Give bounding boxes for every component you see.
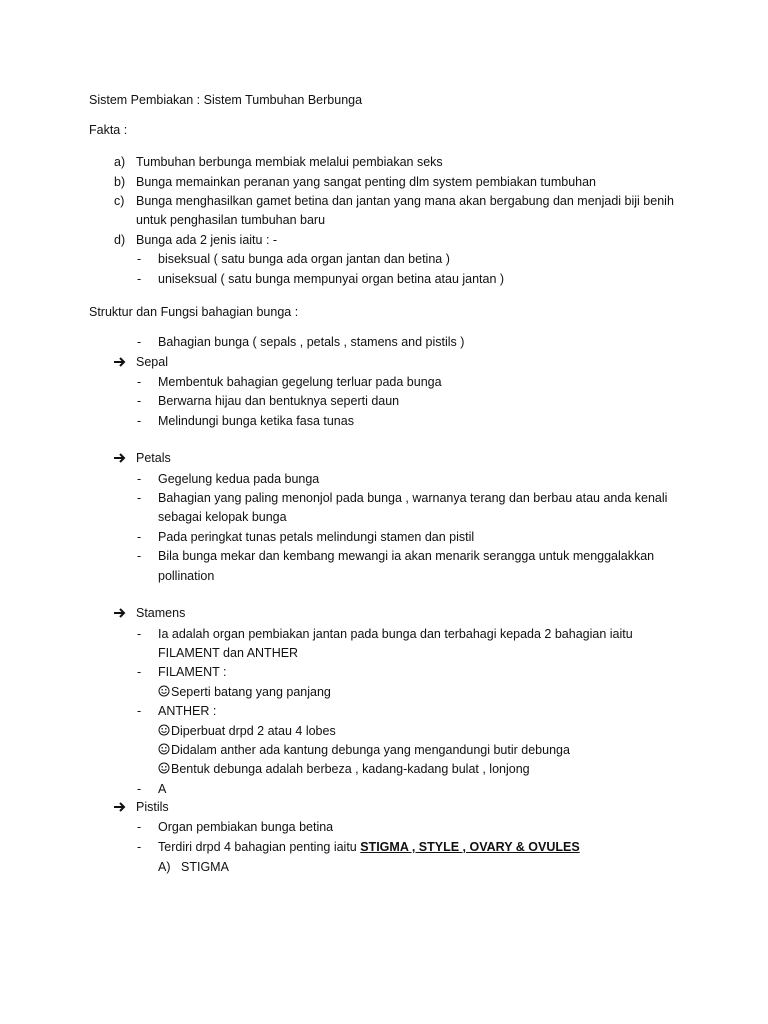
list-item-continuation: FILAMENT dan ANTHER (158, 646, 299, 660)
dash-marker: - (137, 627, 142, 641)
dash-marker: - (137, 665, 142, 679)
list-marker: b) (114, 175, 126, 189)
list-marker: d) (114, 233, 126, 247)
list-item: Berwarna hijau dan bentuknya seperti daun (158, 394, 400, 408)
list-item: Tumbuhan berbunga membiak melalui pembiakan seks (136, 155, 443, 169)
smiley-icon (158, 762, 170, 774)
page-title: Sistem Pembiakan : Sistem Tumbuhan Berbunga (89, 93, 363, 107)
smiley-icon (158, 724, 170, 736)
dash-marker: - (137, 252, 142, 266)
right-arrow-icon (113, 606, 127, 620)
dash-marker: - (137, 840, 142, 854)
pistils-heading: Pistils (136, 800, 169, 814)
petals-heading: Petals (136, 451, 171, 465)
dash-marker: - (137, 820, 142, 834)
right-arrow-icon (113, 451, 127, 465)
list-item: Ia adalah organ pembiakan jantan pada bunga dan terbahagi kepada 2 bahagian iaitu (158, 627, 633, 641)
list-item-continuation: pollination (158, 569, 215, 583)
list-item: Bunga menghasilkan gamet betina dan jantan yang mana akan bergabung dan menjadi biji benih (136, 194, 674, 208)
fakta-heading: Fakta : (89, 123, 128, 137)
dash-marker: - (137, 549, 142, 563)
struktur-intro: Bahagian bunga ( sepals , petals , stamens and pistils ) (158, 335, 465, 349)
dash-marker: - (137, 491, 142, 505)
filament-label: FILAMENT : (158, 665, 227, 679)
right-arrow-icon (113, 800, 127, 814)
dash-marker: - (137, 335, 142, 349)
dash-marker: - (137, 530, 142, 544)
struktur-heading: Struktur dan Fungsi bahagian bunga : (89, 305, 299, 319)
point-text: Diperbuat drpd 2 atau 4 lobes (171, 724, 336, 738)
dash-marker: - (137, 394, 142, 408)
emphasized-parts: STIGMA , STYLE , OVARY & OVULES (360, 840, 580, 854)
list-marker: c) (114, 194, 125, 208)
dash-marker: - (137, 272, 142, 286)
list-item: Bila bunga mekar dan kembang mewangi ia akan menarik serangga untuk menggalakkan (158, 549, 655, 563)
point-text: Didalam anther ada kantung debunga yang mengandungi butir debunga (171, 743, 570, 757)
sepal-heading: Sepal (136, 355, 168, 369)
right-arrow-icon (113, 355, 127, 369)
list-item-text: Terdiri drpd 4 bahagian penting iaitu (158, 840, 361, 854)
smiley-icon (158, 685, 170, 697)
point-text: Seperti batang yang panjang (171, 685, 331, 699)
dash-marker: - (137, 414, 142, 428)
point-text: Bentuk debunga adalah berbeza , kadang-kadang bulat , lonjong (171, 762, 530, 776)
list-item: Bunga memainkan peranan yang sangat penting dlm system pembiakan tumbuhan (136, 175, 597, 189)
list-item: Melindungi bunga ketika fasa tunas (158, 414, 354, 428)
dash-marker: - (137, 472, 142, 486)
dash-marker: - (137, 704, 142, 718)
list-item: Organ pembiakan bunga betina (158, 820, 334, 834)
list-item-continuation: untuk penghasilan tumbuhan baru (136, 213, 326, 227)
list-item-continuation: sebagai kelopak bunga (158, 510, 287, 524)
list-item: Bunga ada 2 jenis iaitu : - (136, 233, 278, 247)
list-marker: a) (114, 155, 126, 169)
list-item: A (158, 782, 167, 796)
list-item: Membentuk bahagian gegelung terluar pada bunga (158, 375, 442, 389)
list-item (158, 839, 580, 855)
dash-marker: - (137, 375, 142, 389)
list-item: Gegelung kedua pada bunga (158, 472, 320, 486)
sub-marker: A) (158, 860, 171, 874)
anther-label: ANTHER : (158, 704, 217, 718)
list-item: Bahagian yang paling menonjol pada bunga , warnanya terang dan berbau atau anda kenali (158, 491, 668, 505)
sub-item: uniseksual ( satu bunga mempunyai organ betina atau jantan ) (158, 272, 505, 286)
sub-label: STIGMA (181, 860, 229, 874)
list-item: Pada peringkat tunas petals melindungi stamen dan pistil (158, 530, 475, 544)
sub-item: biseksual ( satu bunga ada organ jantan dan betina ) (158, 252, 450, 266)
stamens-heading: Stamens (136, 606, 186, 620)
dash-marker: - (137, 782, 142, 796)
smiley-icon (158, 743, 170, 755)
